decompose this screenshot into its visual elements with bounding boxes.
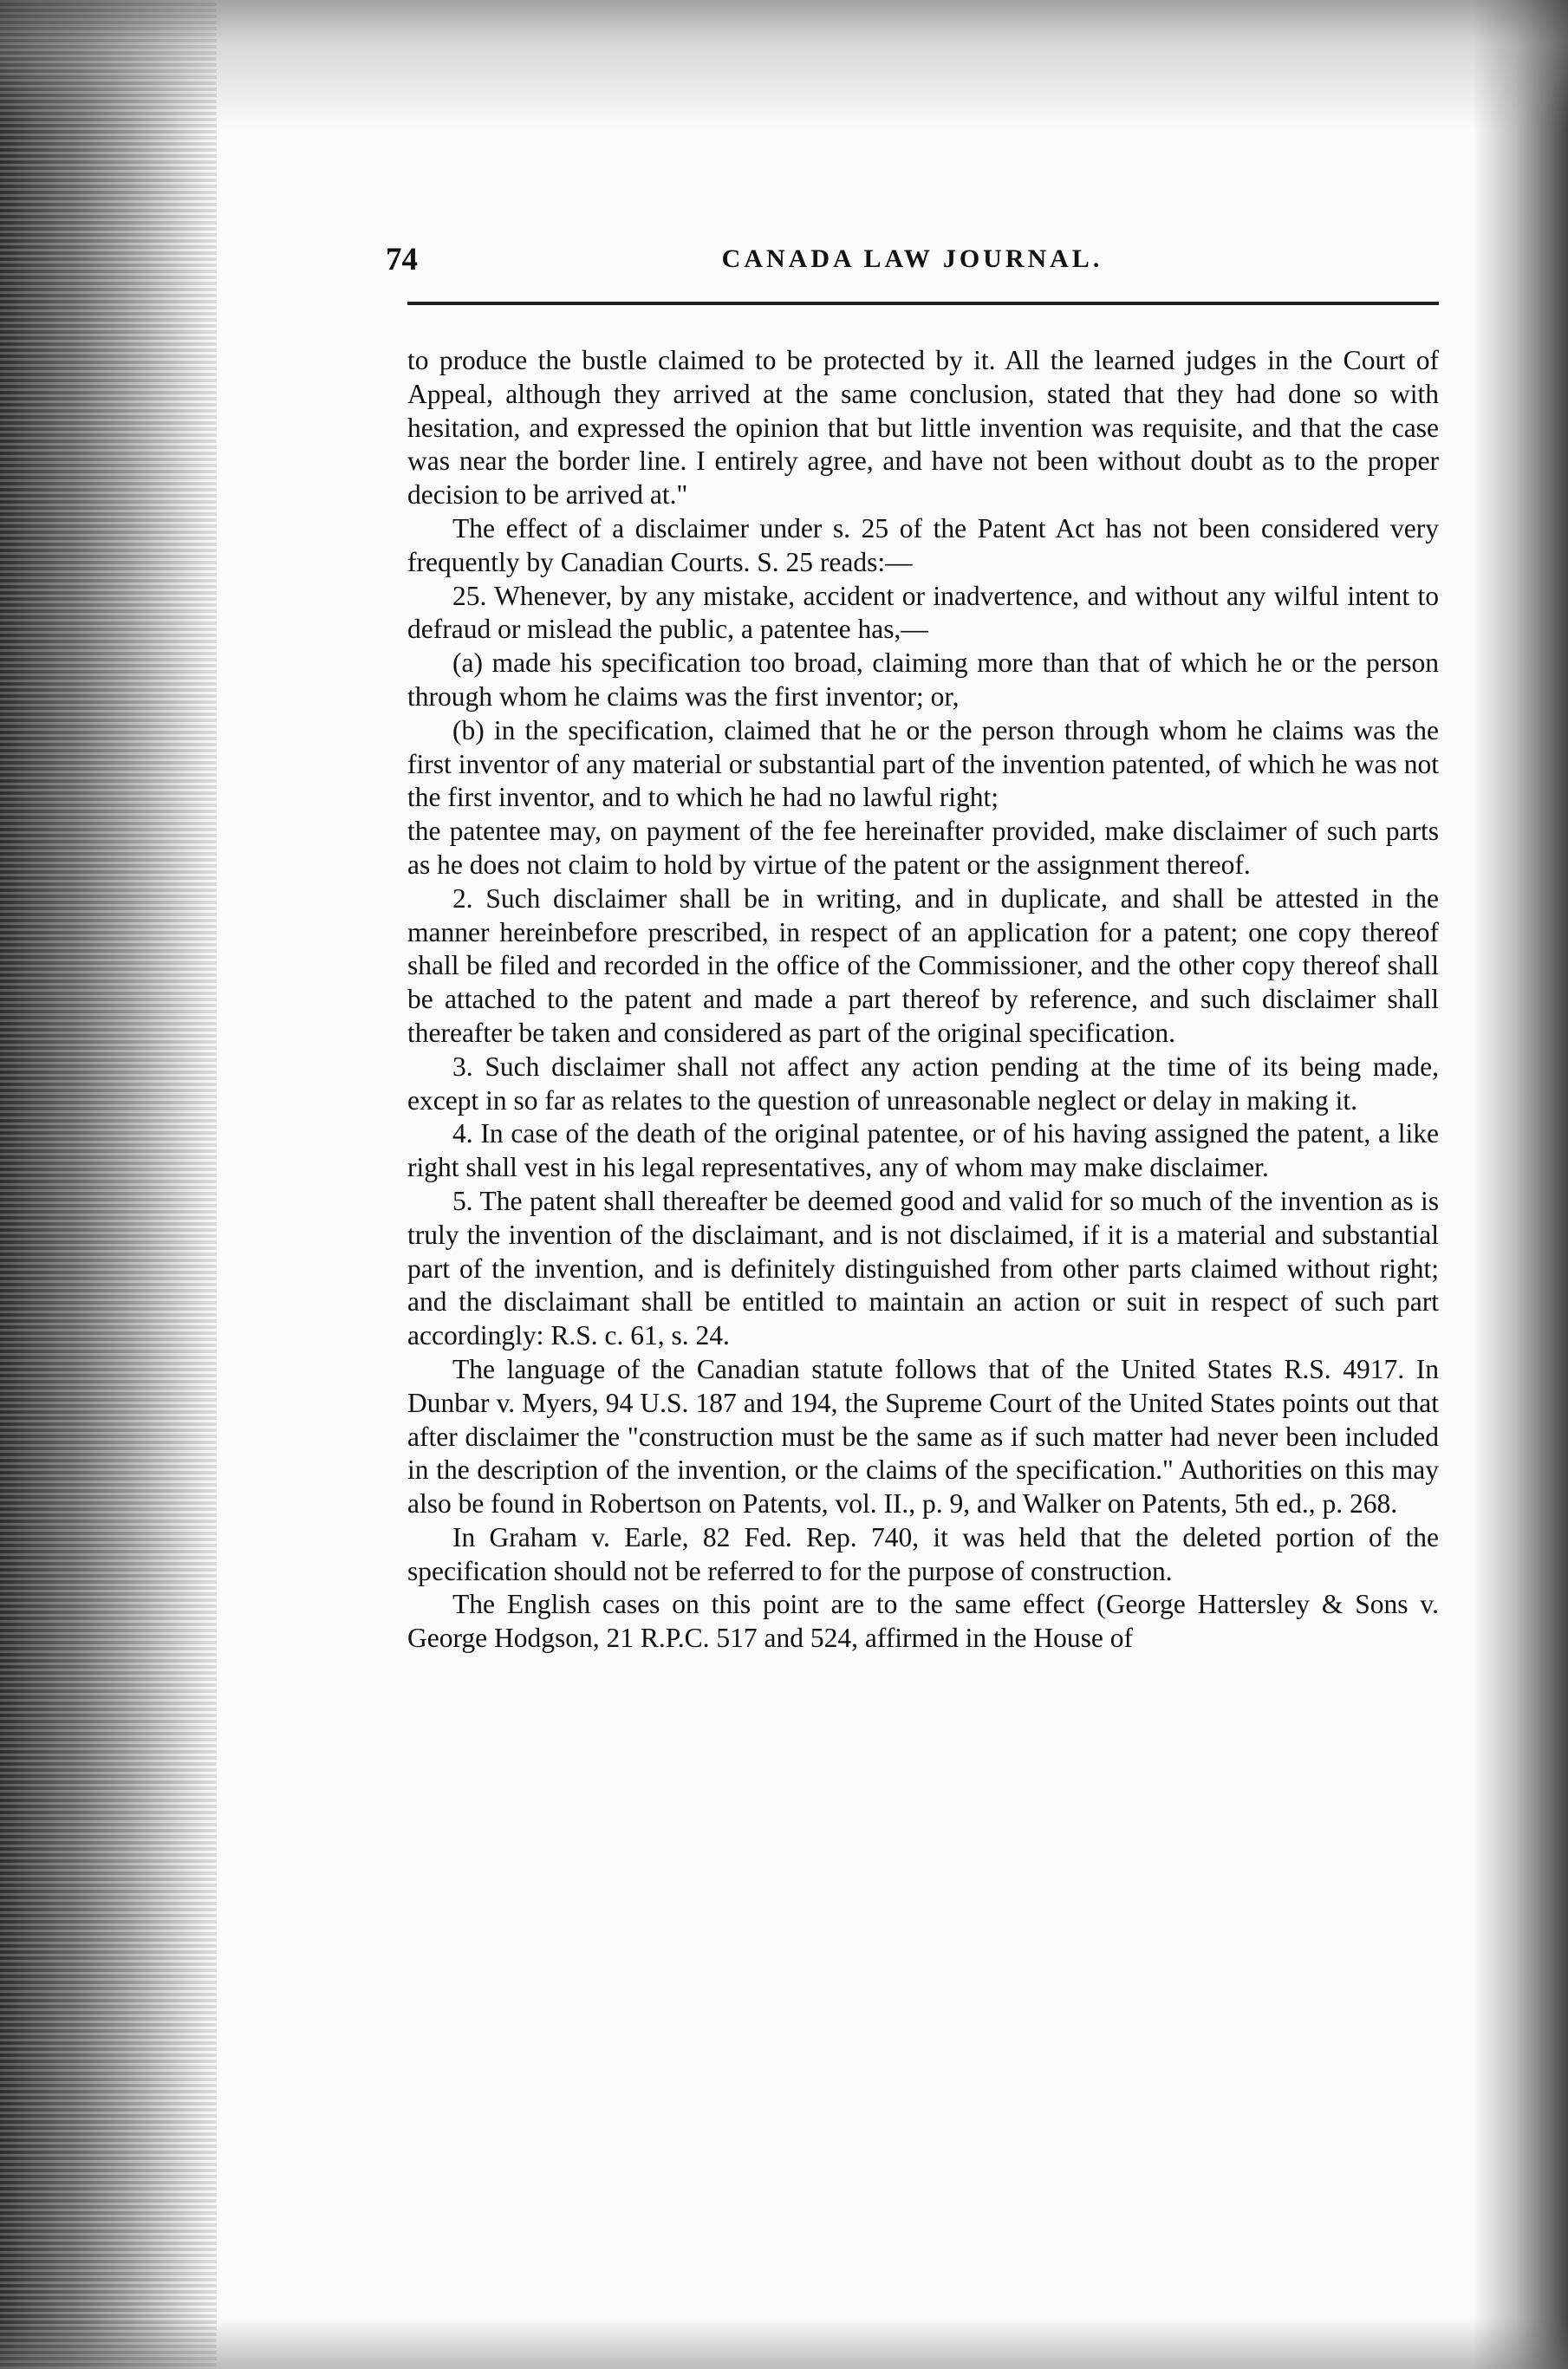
statute-section: 25. Whenever, by any mistake, accident or inadvertence, and without any wilful intent to defraud or mislead the public, a patentee has,— — [407, 580, 1439, 645]
statute-subsection-4: 4. In case of the death of the original patentee, or of his having assigned the patent, a like right shall vest in his legal representatives, any of whom may make disclaimer. — [407, 1118, 1439, 1183]
running-head: CANADA LAW JOURNAL. — [721, 244, 1103, 273]
statute-clause-a: (a) made his specification too broad, claiming more than that of which he or the person through whom he claims was the first inventor; or, — [407, 648, 1439, 712]
scan-shadow-left — [0, 0, 217, 2369]
paragraph: The effect of a disclaimer under s. 25 of the Patent Act has not been considered very frequently by Canadian Courts. S. 25 reads:— — [407, 512, 1439, 577]
page-number: 74 — [386, 242, 418, 277]
statute-continuation: the patentee may, on payment of the fee hereinafter provided, make disclaimer of such parts as he does not claim to hold by virtue of the patent or the assignment thereof. — [407, 816, 1439, 880]
scan-shadow-top — [0, 0, 1568, 130]
scan-shadow-bottom — [0, 2317, 1568, 2369]
statute-subsection-3: 3. Such disclaimer shall not affect any action pending at the time of its being made, except in so far as relates to the question of unreasonable neglect or delay in making it. — [407, 1051, 1439, 1116]
paragraph: The English cases on this point are to the same effect (George Hattersley & Sons v. George Hodgson, 21 R.P.C. 517 and 524, affirmed in the House of — [407, 1589, 1439, 1654]
page-header — [386, 241, 1439, 284]
paragraph: The language of the Canadian statute follows that of the United States R.S. 4917. In Dunbar v. Myers, 94 U.S. 187 and 194, the Supreme Court of the United States points out that after disclaimer the "construction must be the same as if such matter had never been included in the description of the invention, or the claims of the specification." Authorities on this may also be found in Robertson on Patents, vol. II., p. 9, and Walker on Patents, 5th ed., p. 268. — [407, 1353, 1439, 1520]
paragraph: to produce the bustle claimed to be protected by it. All the learned judges in the Court of Appeal, although they arrived at the same conclusion, stated that they had done so with hesitation, and expressed the opinion that but little invention was requisite, and that the case was near the border line. I entirely agree, and have not been without doubt as to the proper decision to be arrived at." — [407, 345, 1439, 511]
scan-shadow-right — [1473, 0, 1568, 2369]
statute-subsection-5: 5. The patent shall thereafter be deemed good and valid for so much of the invention as is truly the invention of the disclaimant, and is not disclaimed, if it is a material and substantial part of the invention, and is definitely distinguished from other parts claimed without right; and the disclaimant shall be entitled to maintain an action or suit in respect of such part accordingly: R.S. c. 61, s. 24. — [407, 1185, 1439, 1351]
body-text — [407, 344, 1439, 1656]
header-rule — [407, 302, 1439, 305]
statute-subsection-2: 2. Such disclaimer shall be in writing, and in duplicate, and shall be attested in the manner hereinbefore prescribed, in respect of an application for a patent; one copy thereof shall be filed and recorded in the office of the Commissioner, and the other copy thereof shall be attached to the patent and made a part thereof by reference, and such disclaimer shall thereafter be taken and considered as part of the original specification. — [407, 882, 1439, 1048]
paragraph: In Graham v. Earle, 82 Fed. Rep. 740, it was held that the deleted portion of the specification should not be referred to for the purpose of construction. — [407, 1521, 1439, 1586]
statute-clause-b: (b) in the specification, claimed that he or the person through whom he claims was the first inventor of any material or substantial part of the invention patented, of which he was not the first inventor, and to which he had no lawful right; — [407, 714, 1439, 813]
